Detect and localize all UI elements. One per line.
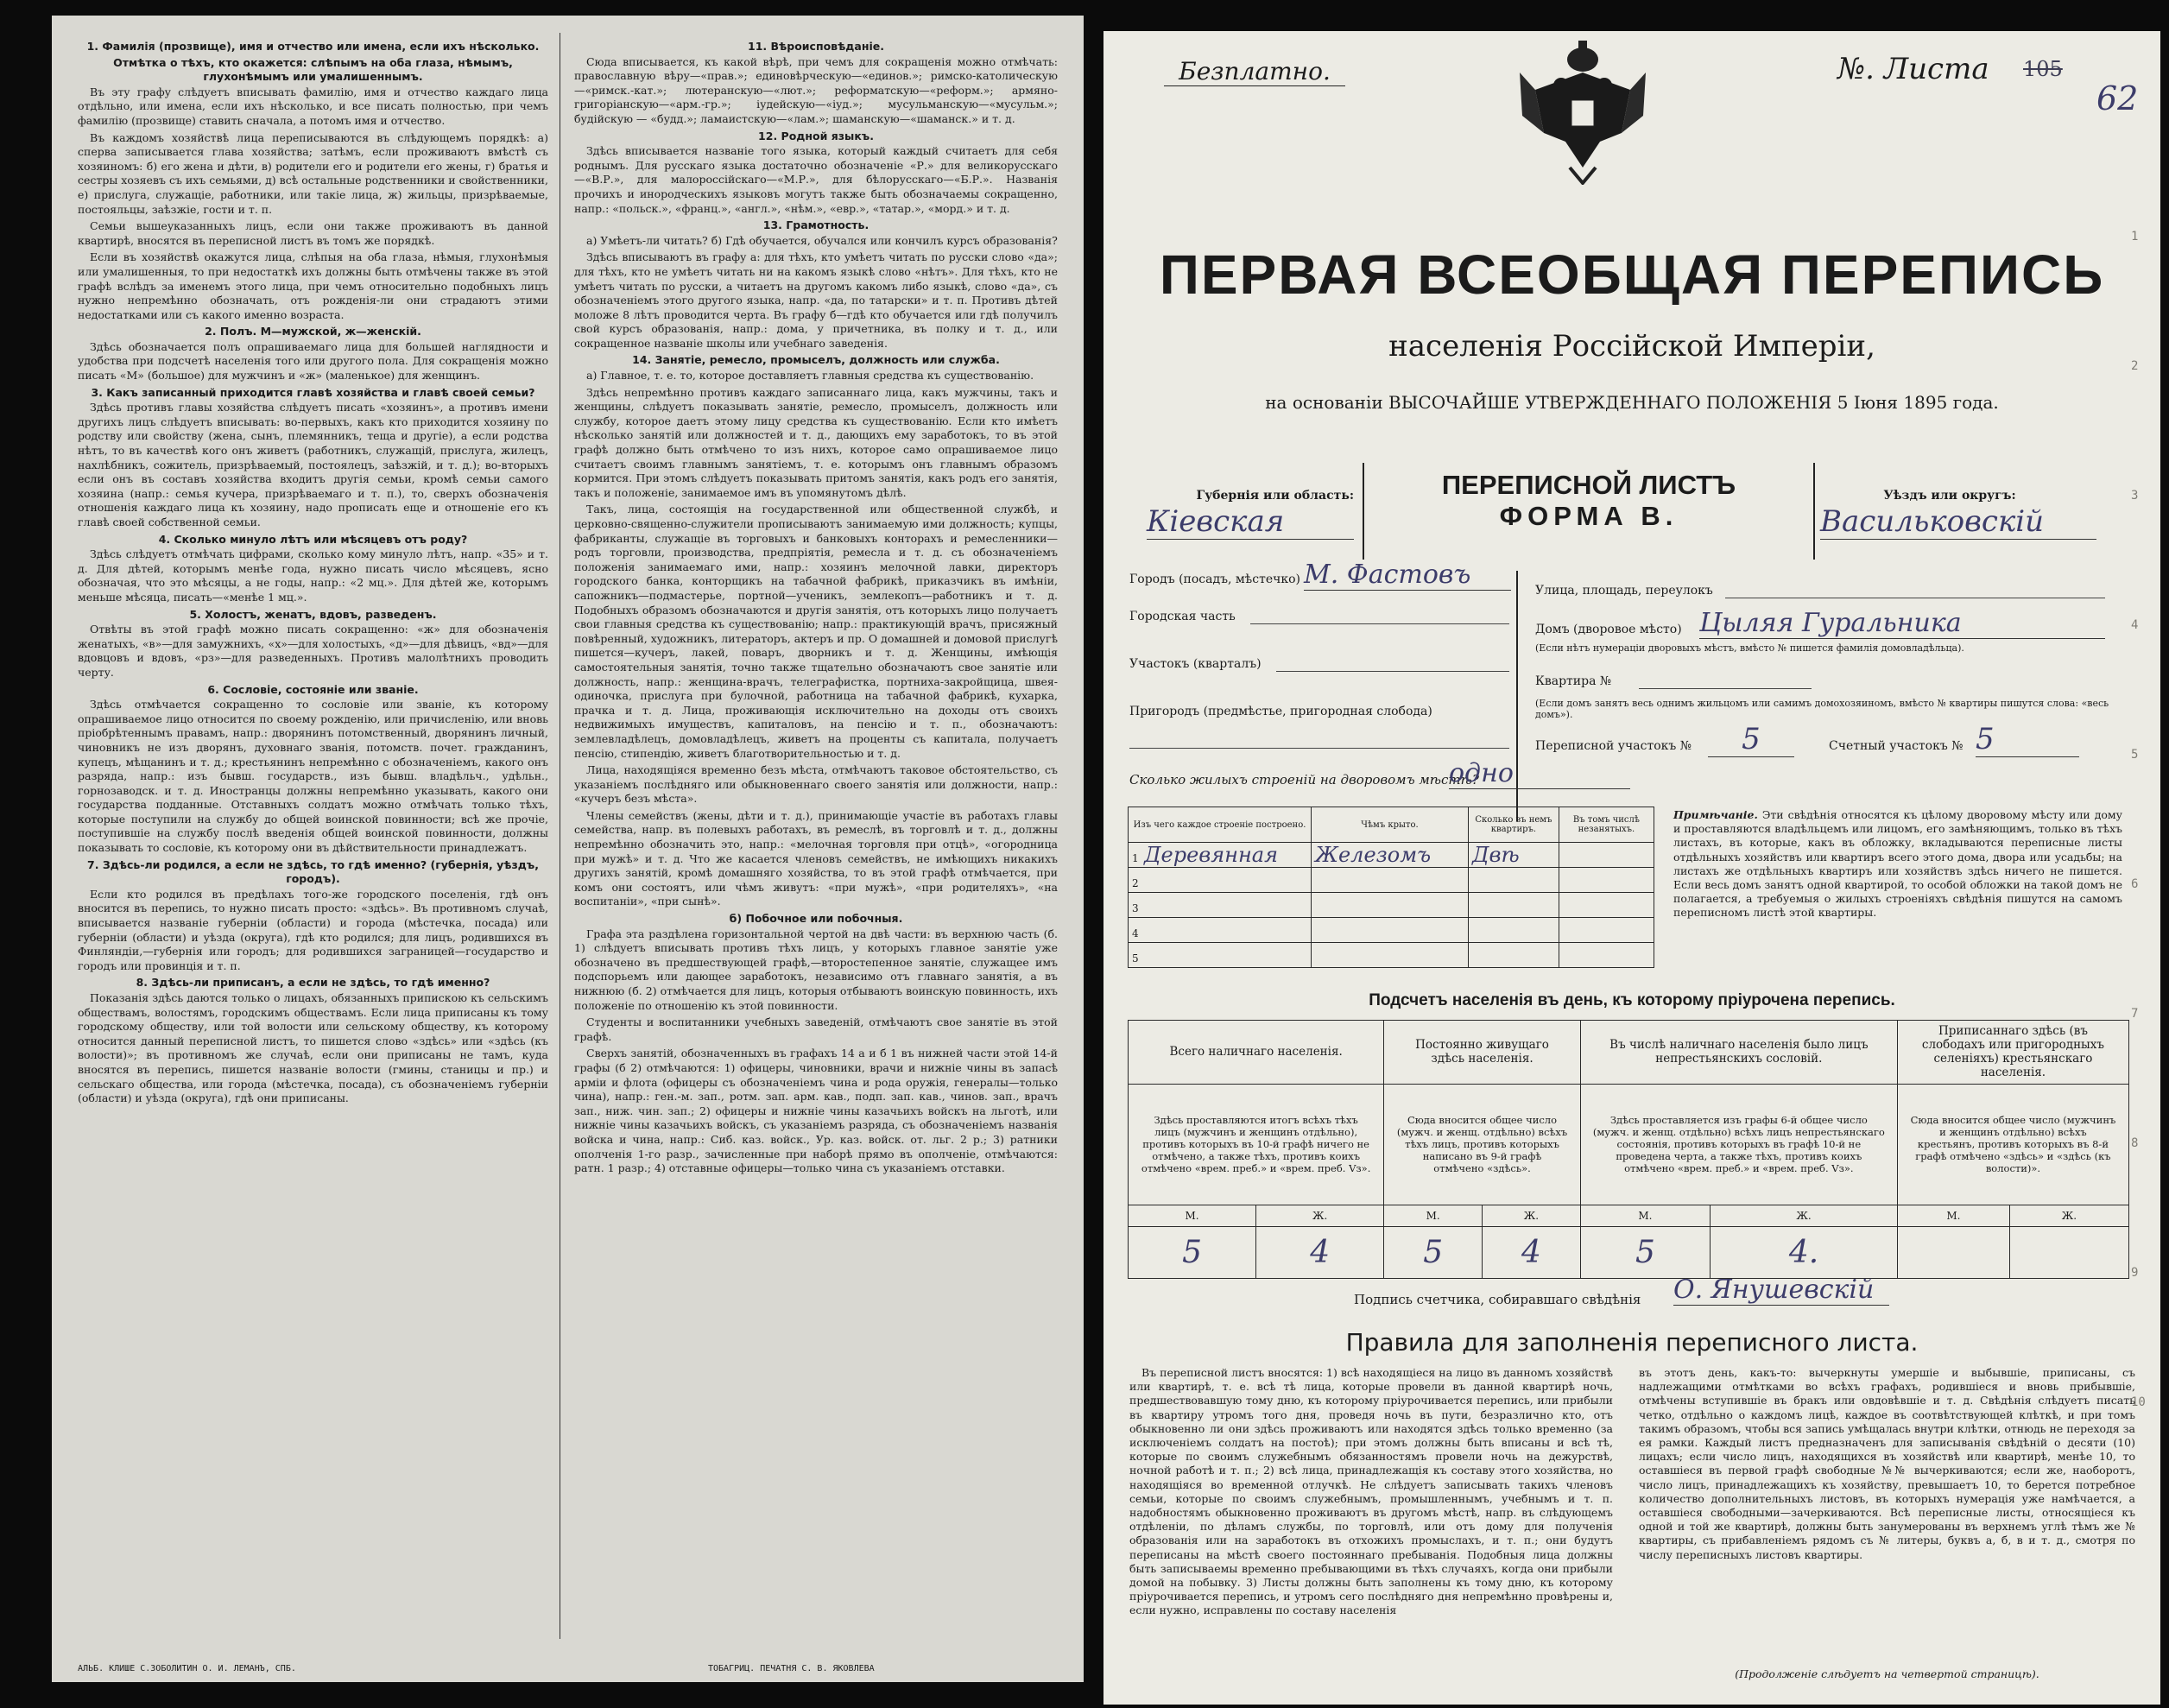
sheet-number-label: №. Листа — [1837, 52, 1989, 86]
left-page — [52, 16, 1084, 1682]
population-column-description: Здѣсь проставляются итогъ всѣхъ тѣхъ лицъ (мужчинъ и женщинъ отдѣльно), противъ которыхъ въ 10-й графѣ ничего не отмѣчено, а также тѣхъ, противъ коихъ отмѣчено «врем. преб.» и «врем. преб. Vз». — [1129, 1084, 1384, 1205]
female-label: Ж. — [1711, 1205, 1898, 1227]
form-title: ПЕРЕПИСНОЙ ЛИСТЪ — [1441, 470, 1736, 500]
row-number: 1 — [1132, 852, 1139, 864]
margin-number: 5 — [2131, 748, 2139, 762]
instruction-paragraph: Семьи вышеуказанныхъ лицъ, если они также проживаютъ въ данной квартирѣ, вносятся въ переписной листъ въ томъ же порядкѣ. — [78, 219, 548, 247]
buildings-row — [1129, 868, 1654, 893]
city-label: Городъ (посадъ, мѣстечко) — [1129, 572, 1301, 586]
census-district-value: 5 — [1708, 722, 1794, 757]
census-subtitle: населенія Россійской Имперіи, — [1388, 329, 1875, 364]
section-heading: 13. Грамотность. — [762, 218, 869, 232]
male-label: М. — [1129, 1205, 1256, 1227]
uezd-label: Уѣздъ или округъ: — [1883, 489, 2016, 503]
corner-page-number: 62 — [2096, 79, 2139, 117]
buildings-cell-roof — [1312, 843, 1469, 868]
instruction-paragraph: Такъ, лица, состоящія на государственной или общественной службѣ, и церковно-священно-служители прописываютъ занимаемую ими должность; купцы, фабриканты, служащіе въ торговыхъ и банковыхъ конторахъ и ремесленники—родъ торговли, производства, предпріятія, ремесла и т. д. съ обозначеніемъ положенія занимаемаго ими, напр.: хозяинъ мелочной лавки, директоръ городского банка, конторщикъ на табачной фабрикѣ, приказчикъ въ имѣніи, сапожникъ—подмастерье, портной—ученикъ, землекопъ—работникъ и т. д. Подобныхъ образомъ обозначаются и другія занятія, отъ которыхъ лицо получаетъ свои главныя средства къ существованію; напр.: практикующій врачъ, присяжный повѣренный, художникъ, литераторъ, актеръ и пр. О домашней и домовой прислугѣ пишется—кучеръ, лакей, поваръ, дворникъ и т. д. Женщины, имѣющія самостоятельныя занятія, точно также тщательно обозначаютъ свое занятіе или должность, напр.: женщина-врачъ, телеграфистка, портниха-закройщица, швея-одиночка, прислуга при булочной, работница на табачной фабрикѣ, кухарка, прачка и т. д. Лица, проживающія исключительно на доходы отъ своихъ недвижимыхъ имуществъ, капиталовъ, на пенсію и т. п., обозначаютъ: землевладѣлецъ, домовладѣлецъ, живетъ на проценты съ капитала, получаетъ пенсію, стипендію, живетъ благотворительностью и т. д. — [574, 503, 1058, 760]
instruction-paragraph: Въ каждомъ хозяйствѣ лица переписываются въ слѣдующемъ порядкѣ: а) сперва записывается глава хозяйства; затѣмъ, если проживаютъ вмѣстѣ съ хозяиномъ: б) его жена и дѣти, в) родители его и родители его жены, г) братья и сестры хозяевъ съ ихъ семьями, д) всѣ остальные родственники и свойственники, е) прислуга, служащіе, работники, или такіе лица, ж) жильцы, призрѣваемые, постояльцы, заѣзжіе, гости и т. п. — [78, 130, 548, 216]
population-count-table — [1128, 1020, 2129, 1279]
population-values-row — [1129, 1227, 2129, 1279]
buildings-row — [1129, 918, 1654, 943]
sheet-number-crossed: 105 — [2023, 57, 2063, 81]
census-title: ПЕРВАЯ ВСЕОБЩАЯ ПЕРЕПИСЬ — [1159, 244, 2105, 306]
instruction-paragraph: а) Умѣетъ-ли читать? б) Гдѣ обучается, обучался или кончилъ курсъ образованія? — [586, 233, 1058, 247]
buildings-cell-material — [1129, 893, 1312, 918]
population-column-head: Всего наличнаго населенія. — [1129, 1021, 1384, 1085]
instruction-paragraph: Графа эта раздѣлена горизонтальной чертой на двѣ части: въ верхнюю часть (б. 1) слѣдуетъ вписывать противъ тѣхъ лицъ, у которыхъ главное занятіе уже обозначено въ предшествующей графѣ,—второстепенное занятіе, служащее имъ подспорьемъ или дающее заработокъ, независимо отъ главнаго занятія, а въ нижнюю (б. 2) отмѣчается для лицъ, которыя отбываютъ воинскую повинность, ихъ положеніе по отношенію къ этой повинности. — [574, 927, 1058, 1012]
free-stamp: Безплатно. — [1164, 57, 1345, 86]
buildings-count-value: одно — [1449, 758, 1630, 789]
instruction-paragraph: Если кто родился въ предѣлахъ того-же городского поселенія, гдѣ онъ вносится въ перепись, то нужно писать просто: «здѣсь». Въ противномъ случаѣ, вписывается названіе губерніи (области) и города (мѣстечка, посада) или губерніи (области) и уѣзда (округа), гдѣ кто родился; для лицъ, родившихся въ Финляндіи,—губернія или городъ; для родившихся заграницей—государство и городъ или провинція и т. п. — [78, 887, 548, 972]
population-column-description: Здѣсь проставляется изъ графы 6-й общее число (мужч. и женщ. отдѣльно) всѣхъ лицъ непрестьянскаго состоянія, противъ которыхъ въ графѣ 10-й не проведена черта, а также тѣхъ, противъ коихъ отмѣчено «врем. преб.» и «врем. преб. Vз». — [1580, 1084, 1897, 1205]
signature-label: Подпись счетчика, собиравшаго свѣдѣнія — [1354, 1292, 1641, 1307]
buildings-cell-vacant — [1559, 843, 1654, 868]
city-value: М. Фастовъ — [1304, 560, 1511, 591]
instruction-paragraph: Здѣсь отмѣчается сокращенно то сословіе или званіе, къ которому опрашиваемое лицо относится по своему рожденію, или причисленію, или вновь пріобрѣтеннымъ правамъ, напр.: дворянинъ потомственный, дворянинъ личный, чиновникъ не изъ дворянъ, духовнаго званія, потомств. почет. гражданинъ, купецъ, мѣщанинъ и т. д.; крестьянинъ непремѣнно с обозначеніемъ, какого онъ разряда, напр.: изъ бывш. государств., изъ бывш. владѣльч., удѣльн., горнозаводск. и т. д. Иностранцы должны непремѣнно указывать, какого они государства подданные. Отставныхъ солдатъ можно отмѣчать только тѣхъ, которые поступили на службу до общей воинской повинности; всѣ же прочіе, поступившіе на службу послѣ введенія общей воинской повинности, должны показывать то сословіе, къ которому они въ дѣйствительности принадлежатъ. — [78, 698, 548, 855]
house-value: Цыляя Гуральника — [1699, 608, 2105, 639]
census-district-label: Переписной участокъ № — [1535, 739, 1692, 753]
buildings-cell-vacant — [1559, 893, 1654, 918]
buildings-cell-roof — [1312, 943, 1469, 968]
suburb-line — [1129, 748, 1509, 749]
buildings-row — [1129, 893, 1654, 918]
buildings-cell-apts — [1469, 918, 1559, 943]
instruction-paragraph: Здѣсь непремѣнно противъ каждаго записаннаго лица, какъ мужчины, такъ и женщины, слѣдуетъ показывать занятіе, ремесло, промыселъ, должность или службу, которое даетъ этому лицу средства къ существованію. Если кто имѣетъ нѣсколько занятій или должностей и т. д., дающихъ ему заработокъ, то въ этой графѣ должно быть отмѣчено то изъ нихъ, которое само опрашиваемое лицо считаетъ своимъ главнымъ занятіемъ, т. е. которымъ онъ главнымъ образомъ кормится. При этомъ слѣдуетъ показывать притомъ занятія, какъ родъ его занятія, такъ и положеніе, занимаемое имъ въ упомянутомъ дѣлѣ. — [574, 385, 1058, 499]
instruction-paragraph: Сверхъ занятій, обозначенныхъ въ графахъ 14 а и б 1 въ нижней части этой 14-й графы (б 2) отмѣчаются: 1) офицеры, чиновники, врачи и нижніе чины въ запасѣ арміи и флота (офицеры съ обозначеніемъ чина и рода оружія, генералы—только чина), напр.: ген.-м. зап., ротм. зап. арм. кав., подп. зап. кав., чинов. зап., врачъ зап., ниж. чин. зап.; 2) офицеры и нижніе чины казачьихъ войскъ на льготѣ, или нижніе чины казачьихъ войскъ, съ указаніемъ разряда, съ обозначеніемъ названія войска и чина, напр.: Сиб. каз. войск., Ур. каз. войск. от. льг. 2 р.; 3) ратники ополченія 1-го разр., зачисленные при наборѣ прямо въ ополченіе, отмѣчаются: ратн. 1 разр.; 4) отставные офицеры—только чина съ указаніемъ отставки. — [574, 1047, 1058, 1175]
section-heading: 5. Холостъ, женатъ, вдовъ, разведенъ. — [189, 607, 437, 621]
instruction-paragraph: Здѣсь обозначается полъ опрашиваемаго лица для большей наглядности и удобства при подсчетѣ населенія того или другого пола. Для сокращенія можно писать «М» (большое) для мужчинъ и «ж» (маленькое) для женщинъ. — [78, 339, 548, 383]
buildings-cell-vacant — [1559, 868, 1654, 893]
left-footer-1: АЛЬБ. КЛИШЕ С.ЗОБОЛИТИН О. И. ЛЕМАНЪ, СПБ. — [78, 1664, 296, 1673]
buildings-cell-apts — [1469, 943, 1559, 968]
left-footer-2: ТОБАГРИЦ. ПЕЧАТНЯ С. В. ЯКОВЛЕВА — [708, 1664, 875, 1673]
instructions-column-1 — [78, 38, 548, 1635]
buildings-cell-vacant — [1559, 918, 1654, 943]
section-heading: 14. Занятіе, ремесло, промыселъ, должность или служба. — [632, 353, 1000, 367]
section-heading: 1. Фамилія (прозвище), имя и отчество или имена, если ихъ нѣсколько. — [86, 40, 540, 53]
buildings-cell-apts — [1469, 868, 1559, 893]
buildings-cell-apts — [1469, 893, 1559, 918]
instruction-paragraph: Здѣсь слѣдуетъ отмѣчать цифрами, сколько кому минуло лѣтъ, напр. «35» и т. д. Для дѣтей, которымъ менѣе года, нужно писать число мѣсяцевъ, ясно обозначая, что это мѣсяцы, а не годы, напр.: «2 мц.». Для дѣтей же, которымъ меньше мѣсяца, писать—«менѣе 1 мц.». — [78, 547, 548, 604]
row-number: 2 — [1132, 877, 1139, 889]
instruction-paragraph: Здѣсь вписывается названіе того языка, который каждый считаетъ для себя роднымъ. Для русскаго языка достаточно обозначеніе «Р.» для великорусскаго—«В.Р.», для малороссійскаго—«М.Р.», для бѣлорусскаго—«Б.Р.». Названія прочихъ и инородческихъ языковъ могутъ также быть обозначаемы сокращенно, напр.: «польск.», «франц.», «англ.», «нѣм.», «евр.», «татар.», «морд.» и т. д. — [574, 144, 1058, 215]
buildings-row — [1129, 943, 1654, 968]
count-district-value: 5 — [1976, 722, 2079, 757]
male-count: 5 — [1384, 1227, 1483, 1279]
population-description-row — [1129, 1084, 2129, 1205]
buildings-table — [1128, 807, 1654, 968]
buildings-cell-vacant — [1559, 943, 1654, 968]
margin-number: 9 — [2131, 1266, 2139, 1280]
section-heading: 8. Здѣсь-ли приписанъ, а если не здѣсь, то гдѣ именно? — [136, 976, 490, 990]
section-heading: 7. Здѣсь-ли родился, а если не здѣсь, то гдѣ именно? (губернія, уѣздъ, городъ). — [87, 857, 539, 886]
buildings-note — [1673, 808, 2122, 920]
rules-title: Правила для заполненія переписного листа. — [1345, 1328, 1919, 1357]
buildings-cell-material — [1129, 868, 1312, 893]
instruction-paragraph: Здѣсь вписываютъ въ графу а: для тѣхъ, кто умѣетъ читать по русски слово «да»; для тѣхъ, кто не умѣетъ читать ни на какомъ языкѣ слово «нѣтъ». Для тѣхъ, кто не умѣетъ читать по русски, а читаетъ на другомъ какомъ либо языкѣ, слово «да», съ обозначеніемъ этого другого языка, напр. «да, по татарски» и т. п. Противъ дѣтей моложе 8 лѣтъ проводится черта. Въ графу б—гдѣ кто обучается или гдѣ получилъ свой курсъ образованія, напр.: дома, у причетника, въ полку и т. д., или сокращенное названіе школы или учебнаго заведенія. — [574, 250, 1058, 350]
guberniya-value: Кіевская — [1147, 504, 1354, 540]
section-heading: 12. Родной языкъ. — [758, 129, 874, 142]
note-text: Эти свѣдѣнія относятся къ цѣлому дворовому мѣсту или дому и проставляются владѣльцемъ или лицомъ, его замѣняющимъ, только въ тѣхъ листахъ, въ которые, какъ въ обложку, вкладываются переписные листы отдѣльныхъ хозяйствъ или квартиръ всего этого дома, двора или усадьбы; на листахъ же отдѣльныхъ квартиръ или хозяйствъ здѣсь ничего не пишется. Если весь домъ занятъ одной квартирой, то особой обложки на такой домъ не полагается, а требуемыя о жилыхъ строеніяхъ свѣдѣнія пишутся на самомъ переписномъ листѣ этой квартиры. — [1673, 808, 2122, 920]
population-count-title: Подсчетъ населенія въ день, къ которому пріурочена перепись. — [1369, 991, 1895, 1009]
city-part-label: Городская часть — [1129, 610, 1236, 623]
male-count — [1897, 1227, 2009, 1279]
section-heading: Отмѣтка о тѣхъ, кто окажется: слѣпымъ на оба глаза, нѣмымъ, глухонѣмымъ или умалишеннымъ. — [113, 55, 513, 84]
population-column-head: Постоянно живущаго здѣсь населенія. — [1384, 1021, 1580, 1085]
suburb-label: Пригородъ (предмѣстье, пригородная слобода) — [1129, 705, 1432, 718]
district-line — [1276, 671, 1509, 672]
buildings-cell-material — [1129, 843, 1312, 868]
population-mz-label-row — [1129, 1205, 2129, 1227]
buildings-cell-roof — [1312, 893, 1469, 918]
guberniya-label: Губернія или область: — [1196, 489, 1354, 503]
population-column-description: Сюда вносится общее число (мужчинъ и женщинъ отдѣльно) всѣхъ крестьянъ, противъ которыхъ въ 8-й графѣ отмѣчено «здѣсь» и «здѣсь (къ волости)». — [1897, 1084, 2128, 1205]
instructions-column-2 — [574, 38, 1058, 1635]
population-column-description: Сюда вносится общее число (мужч. и женщ. отдѣльно) всѣхъ тѣхъ лицъ, противъ которыхъ написано въ 9-й графѣ отмѣчено «здѣсь». — [1384, 1084, 1580, 1205]
rules-column-1: Въ переписной листъ вносятся: 1) всѣ находящіеся на лицо въ данномъ хозяйствѣ или квартирѣ, т. е. всѣ тѣ лица, которые провели въ данной квартирѣ ночь, предшествовавшую тому дню, къ которому пріурочивается перепись, или прибыли въ квартиру утромъ того дня, проведя ночь въ пути, безразлично кто, отъ обыкновенно ли они здѣсь проживаютъ или находятся здѣсь только временно (за исключеніемъ солдатъ на постоѣ); при этомъ должны быть вписаны и всѣ тѣ, которые по своимъ служебнымъ обязанностямъ провели ночь на дежурствѣ, ночной работѣ и т. п.; 2) всѣ лица, принадлежащія къ составу этого хозяйства, но находящіяся во временной отлучкѣ. Не слѣдуетъ записывать такихъ членовъ семьи, которые по своимъ служебнымъ, промышленнымъ, учебнымъ и т. п. надобностямъ обыкновенно проживаютъ въ другомъ мѣстѣ, напр. въ слѣдующемъ отдѣленіи, по дѣламъ службы, по торговлѣ, или отъ дому для полученія образованія или на заработокъ въ отхожихъ промыслахъ, и т. п.; они будутъ переписаны на мѣстѣ своего постояннаго пребыванія. Подобныя лица должны быть записываемы временно пребывающими въ тѣхъ случаяхъ, когда они прибыли домой на побывку. 3) Листы должны быть заполнены къ тому дню, къ которому пріурочивается перепись, и утромъ сего послѣдняго дня непремѣнно провѣрены и, если нужно, исправлены по составу населенія — [1129, 1366, 1613, 1617]
row-number: 3 — [1132, 902, 1139, 914]
buildings-value: Железомъ — [1315, 843, 1432, 867]
buildings-cell-material — [1129, 918, 1312, 943]
female-count: 4. — [1711, 1227, 1898, 1279]
note-title: Примѣчаніе. — [1673, 808, 1758, 821]
margin-number: 10 — [2131, 1395, 2146, 1409]
buildings-header-cell: Чѣмъ крыто. — [1312, 807, 1469, 843]
apartment-note: (Если домъ занятъ весь однимъ жильцомъ или самимъ домохозяиномъ, вмѣсто № квартиры пишутся слова: «весь домъ»). — [1535, 698, 2109, 720]
margin-number: 8 — [2131, 1136, 2139, 1150]
instruction-paragraph: Въ эту графу слѣдуетъ вписывать фамилію, имя и отчество каждаго лица отдѣльно, или имена, если ихъ нѣсколько, и все писать полностью, при чемъ фамилію (прозвище) ставить сначала, а потомъ имя и отчество. — [78, 85, 548, 127]
house-label: Домъ (дворовое мѣсто) — [1535, 623, 1682, 636]
count-district-label: Счетный участокъ № — [1829, 739, 1963, 753]
instruction-paragraph: Сюда вписывается, къ какой вѣрѣ, при чемъ для сокращенія можно отмѣчать: православную вѣру—«прав.»; единовѣрческую—«единов.»; римско-католическую—«римск.-кат.»; лютеранскую—«лют.»; реформатскую—«реформ.»; армяно-григоріанскую—«арм.-гр.»; іудейскую—«іуд.»; мусульманскую—«мусульм.»; будійскую — «будд.»; ламаистскую—«лам.»; шаманскую—«шаманск.» и т. д. — [574, 54, 1058, 125]
district-label: Участокъ (кварталъ) — [1129, 657, 1262, 671]
buildings-cell-material — [1129, 943, 1312, 968]
margin-number: 6 — [2131, 877, 2139, 891]
section-heading: 2. Полъ. М—мужской, ж—женскій. — [205, 325, 421, 338]
section-heading: 11. Вѣроисповѣданіе. — [748, 40, 884, 53]
row-number: 4 — [1132, 927, 1139, 939]
population-column-head: Приписаннаго здѣсь (въ слободахъ или пригородныхъ селеніяхъ) крестьянскаго населенія. — [1897, 1021, 2128, 1085]
buildings-value: Деревянная — [1144, 843, 1278, 867]
form-title-box — [1363, 463, 1815, 560]
imperial-eagle-emblem — [1518, 38, 1647, 185]
apartment-label: Квартира № — [1535, 674, 1612, 688]
male-label: М. — [1384, 1205, 1483, 1227]
population-header-row — [1129, 1021, 2129, 1085]
uezd-value: Васильковскій — [1820, 504, 2096, 540]
instruction-paragraph: Лица, находящіяся временно безъ мѣста, отмѣчаютъ таковое обстоятельство, съ указаніемъ послѣдняго или обыкновеннаго своего занятія или должности, напр.: «кучеръ безъ мѣста». — [574, 763, 1058, 806]
female-label: Ж. — [1483, 1205, 1581, 1227]
male-count: 5 — [1129, 1227, 1256, 1279]
buildings-cell-apts — [1469, 843, 1559, 868]
instruction-paragraph: Студенты и воспитанники учебныхъ заведеній, отмѣчаютъ свое занятіе въ этой графѣ. — [574, 1015, 1058, 1043]
form-letter: ФОРМА В. — [1499, 501, 1679, 531]
section-heading: б) Побочное или побочныя. — [729, 912, 903, 926]
buildings-header-cell: Въ томъ числѣ незанятыхъ. — [1559, 807, 1654, 843]
city-part-line — [1250, 623, 1509, 624]
buildings-header-cell: Сколько въ немъ квартиръ. — [1469, 807, 1559, 843]
buildings-header-cell: Изъ чего каждое строеніе построено. — [1129, 807, 1312, 843]
population-column-head: Въ числѣ наличнаго населенія было лицъ непрестьянскихъ сословій. — [1580, 1021, 1897, 1085]
female-count: 4 — [1256, 1227, 1384, 1279]
male-label: М. — [1580, 1205, 1710, 1227]
instruction-paragraph: Здѣсь противъ главы хозяйства слѣдуетъ писать «хозяинъ», а противъ имени другихъ лицъ слѣдуетъ вписывать: во-первыхъ, какъ кто приходится хозяину по родству или свойству (жена, сынъ, племянникъ, теща и другіе), а если родства нѣтъ, то въ качествѣ кого онъ живетъ (работникъ, служащій, прислуга, жилецъ, нахлѣбникъ, сожитель, призрѣваемый, постоялецъ, заѣзжій, и т. д.); во-вторыхъ если онъ въ составъ хозяйства входитъ другія семьи, кромѣ семьи самого хозяина (напр.: семья кучера, призрѣваемаго и т. п.), то, сверхъ обозначенія отношенія каждаго лица къ хозяину, надо прописать еще и отношеніе его къ главѣ своей собственной семьи. — [78, 401, 548, 528]
signature-value: О. Янушевскій — [1673, 1275, 1889, 1306]
rules-column-2: въ этотъ день, какъ-то: вычеркнуты умершіе и выбывшіе, приписаны, съ надлежащими отмѣтками во всѣхъ графахъ, родившіеся и вновь прибывшіе, отмѣчены вступившіе въ бракъ или овдовѣвшіе и т. д. Свѣдѣнія слѣдуетъ писать четко, отдѣльно о каждомъ лицѣ, каждое въ соотвѣтствующей клѣткѣ, и при томъ такимъ образомъ, чтобы вся запись умѣщалась внутри клѣтки, отнюдь не переходя за ея рамки. Каждый листъ предназначенъ для записыванія свѣдѣній о десяти (10) лицахъ; если число лицъ, находящихся въ хозяйствѣ или квартирѣ, менѣе 10, то оставшіеся въ первой графѣ свободные №№ вычеркиваются; если же, наоборотъ, число лицъ, принадлежащихъ къ хозяйству, превышаетъ 10, то берется потребное количество дополнительныхъ листовъ, въ которыхъ нумерація уже намѣчается, а оставшіеся свободными—зачеркиваются. Всѣ переписные листы, относящіеся къ одной и той же квартирѣ, должны быть занумерованы въ верхнемъ углѣ тѣмъ же № квартиры, съ прибавленіемъ рядомъ съ № литеры, буквъ а, б, в и т. д., смотря по числу переписныхъ листовъ квартиры. — [1639, 1366, 2135, 1561]
section-heading: 6. Сословіе, состояніе или званіе. — [207, 682, 419, 696]
apartment-line — [1639, 688, 1812, 689]
section-heading: 3. Какъ записанный приходится главѣ хозяйства и главѣ своей семьи? — [91, 385, 535, 399]
house-note: (Если нѣтъ нумераціи дворовыхъ мѣстъ, вмѣсто № пишется фамилія домовладѣльца). — [1535, 642, 1964, 654]
buildings-count-label: Сколько жилыхъ строеній на дворовомъ мѣстѣ? — [1129, 772, 1479, 788]
margin-number: 7 — [2131, 1007, 2139, 1021]
buildings-row — [1129, 843, 1654, 868]
instruction-paragraph: Показанія здѣсь даются только о лицахъ, обязанныхъ припискою къ сельскимъ обществамъ, волостямъ, городскимъ обществамъ. Если лица приписаны къ тому городскому обществу, или той волости или сельскому обществу, къ которому относится данный переписной листъ, то пишется слово «здѣсь» или «здѣсь (къ волости)»; въ противномъ же случаѣ, если они приписаны не тамъ, куда вносятся въ перепись, пишется названіе волости (гмины, станицы и пр.) и сельскаго общества, или города (мѣстечка, посада), съ обозначеніемъ губерніи (области) и уѣзда (округа), гдѣ они приписаны. — [78, 991, 548, 1105]
buildings-value: Двѣ — [1472, 843, 1520, 867]
buildings-cell-roof — [1312, 918, 1469, 943]
row-number: 5 — [1132, 952, 1139, 965]
buildings-cell-roof — [1312, 868, 1469, 893]
instruction-paragraph: Отвѣты въ этой графѣ можно писать сокращенно: «ж» для обозначенія женатыхъ, «в»—для замужнихъ, «х»—для холостыхъ, «д»—для дѣвицъ, «вд»—для вдовцовъ и вдовъ, «рз»—для разведенныхъ. Противъ малолѣтнихъ проводить черту. — [78, 623, 548, 679]
female-label: Ж. — [1256, 1205, 1384, 1227]
instruction-paragraph: Если въ хозяйствѣ окажутся лица, слѣпыя на оба глаза, нѣмыя, глухонѣмыя или умалишенныя, то при недостаткѣ ихъ должны быть отмѣчены также въ этой графѣ вслѣдъ за именемъ этого лица, при чемъ относительно подобныхъ лицъ нужно непремѣнно обозначать, отъ рожденія-ли они страдаютъ этими недостатками или съ какого именно возраста. — [78, 250, 548, 321]
female-count — [2009, 1227, 2128, 1279]
street-label: Улица, площадь, переулокъ — [1535, 584, 1713, 598]
section-heading: 4. Сколько минуло лѣтъ или мѣсяцевъ отъ роду? — [158, 532, 468, 546]
male-label: М. — [1897, 1205, 2009, 1227]
margin-number: 3 — [2131, 489, 2139, 503]
margin-number: 2 — [2131, 359, 2139, 373]
male-count: 5 — [1580, 1227, 1710, 1279]
instruction-paragraph: Члены семействъ (жены, дѣти и т. д.), принимающіе участіе въ работахъ главы семейства, напр. въ полевыхъ работахъ, въ ремеслѣ, въ торговлѣ и т. д., должны непремѣнно обозначить это, напр.: «мелочная торговля при отцѣ», «огородница при мужѣ» и т. д. Что же касается членовъ семействъ, не имѣющихъ никакихъ другихъ занятій, кромѣ домашняго хозяйства, то въ этой графѣ отмѣчается, при комъ они состоятъ, или чѣмъ живутъ: «при мужѣ», «при родителяхъ», «на воспитаніи», «при сынѣ». — [574, 808, 1058, 908]
census-form-page — [1103, 31, 2160, 1705]
margin-number: 1 — [2131, 230, 2139, 244]
rules-continued: (Продолженіе слѣдуетъ на четвертой страницѣ). — [1735, 1667, 2039, 1680]
female-label: Ж. — [2009, 1205, 2128, 1227]
census-basis: на основаніи ВЫСОЧАЙШЕ УТВЕРЖДЕННАГО ПОЛОЖЕНІЯ 5 Іюня 1895 года. — [1265, 392, 1999, 413]
margin-number: 4 — [2131, 618, 2139, 632]
female-count: 4 — [1483, 1227, 1581, 1279]
instruction-paragraph: а) Главное, т. е. то, которое доставляетъ главныя средства къ существованію. — [586, 369, 1034, 383]
